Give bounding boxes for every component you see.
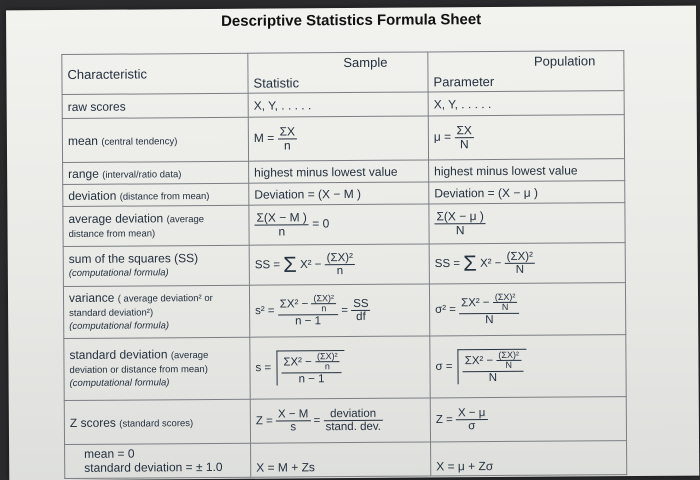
label-z-properties: mean = 0 standard deviation = ± 1.0 [65, 443, 251, 478]
label-variance: variance ( average deviation² or standard deviation²) (computational formula) [63, 285, 249, 338]
sigma-icon: Σ [463, 250, 477, 276]
page-title: Descriptive Statistics Formula Sheet [220, 11, 482, 30]
z-sample-formula: Z = $\frac{X - M}{s}$ = $\frac{\text{deviation}}{\text{stand. dev.}}$ [250, 398, 430, 443]
formula-sheet [6, 6, 699, 480]
square-root-icon: ΣX² − $\frac{\text{(ΣX)²}}{N}$ N [458, 349, 527, 384]
variance-population-formula: σ² = ΣX² − $\frac{\text{(ΣX)²}}{N}$ N [429, 283, 625, 336]
header-parameter: Parameter [428, 71, 624, 92]
label-raw-scores: raw scores [62, 93, 248, 118]
table-row [65, 441, 627, 479]
table-row [63, 243, 625, 287]
label-sum-of-squares: sum of the squares (SS) (computational formula) [63, 245, 249, 286]
table-row [64, 397, 626, 445]
label-mean: mean (central tendency) [62, 117, 248, 162]
mean-sample-formula: M = $\frac{\Sigma X}{n}$ [248, 116, 428, 161]
label-range: range (interval/ratio data) [63, 161, 249, 184]
square-root-icon: ΣX² − $\frac{\text{(ΣX)²}}{n}$ n − 1 [276, 350, 345, 385]
table-row [63, 283, 625, 339]
raw-scores-population: X, Y, . . . . . [428, 91, 624, 116]
sigma-icon: Σ [283, 251, 297, 277]
range-population: highest minus lowest value [429, 159, 625, 182]
ss-population-formula: SS = Σ X² − $\frac{\text{(ΣX)²}}{N}$ [429, 243, 625, 284]
average-deviation-sample: $\frac{\Sigma(X - M )}{n}$ = 0 [249, 204, 429, 245]
header-characteristic: Characteristic [62, 53, 248, 94]
label-z-scores: Z scores (standard scores) [64, 399, 250, 444]
deviation-population: Deviation = (X − μ ) [429, 181, 625, 204]
label-average-deviation: average deviation (average distance from mean) [63, 205, 249, 246]
raw-scores-sample: X, Y, . . . . . [248, 92, 428, 117]
sd-population-formula: σ = ΣX² − $\frac{\text{(ΣX)²}}{N}$ N [430, 335, 626, 398]
z-population-raw: X = μ + Zσ [431, 441, 627, 476]
range-sample: highest minus lowest value [249, 160, 429, 183]
z-population-formula: Z = $\frac{X - \mu}{\sigma}$ [430, 397, 626, 442]
label-deviation: deviation (distance from mean) [63, 183, 249, 206]
header-statistic: Statistic [248, 72, 428, 93]
table-row [62, 115, 624, 163]
deviation-sample: Deviation = (X − M ) [249, 182, 429, 205]
sd-sample-formula: s = ΣX² − $\frac{\text{(ΣX)²}}{n}$ n − 1 [250, 336, 430, 399]
header-population: Population [428, 51, 624, 72]
z-sample-raw: X = M + Zs [251, 442, 431, 477]
ss-sample-formula: SS = Σ X² − $\frac{\text{(ΣX)²}}{n}$ [249, 244, 429, 285]
table-row [64, 335, 626, 401]
formula-table [61, 50, 627, 479]
variance-sample-formula: s² = ΣX² − $\frac{\text{(ΣX)²}}{n}$ n − 1 = $\frac{SS}{df}$ [249, 284, 429, 337]
table-row [63, 203, 625, 247]
average-deviation-population: $\frac{\Sigma(X - \mu )}{N}$ [429, 203, 625, 244]
mean-population-formula: μ = $\frac{\Sigma X}{N}$ [428, 115, 624, 160]
header-sample: Sample [248, 52, 428, 73]
label-standard-deviation: standard deviation (average deviation or distance from mean) (computational formula) [64, 337, 250, 400]
